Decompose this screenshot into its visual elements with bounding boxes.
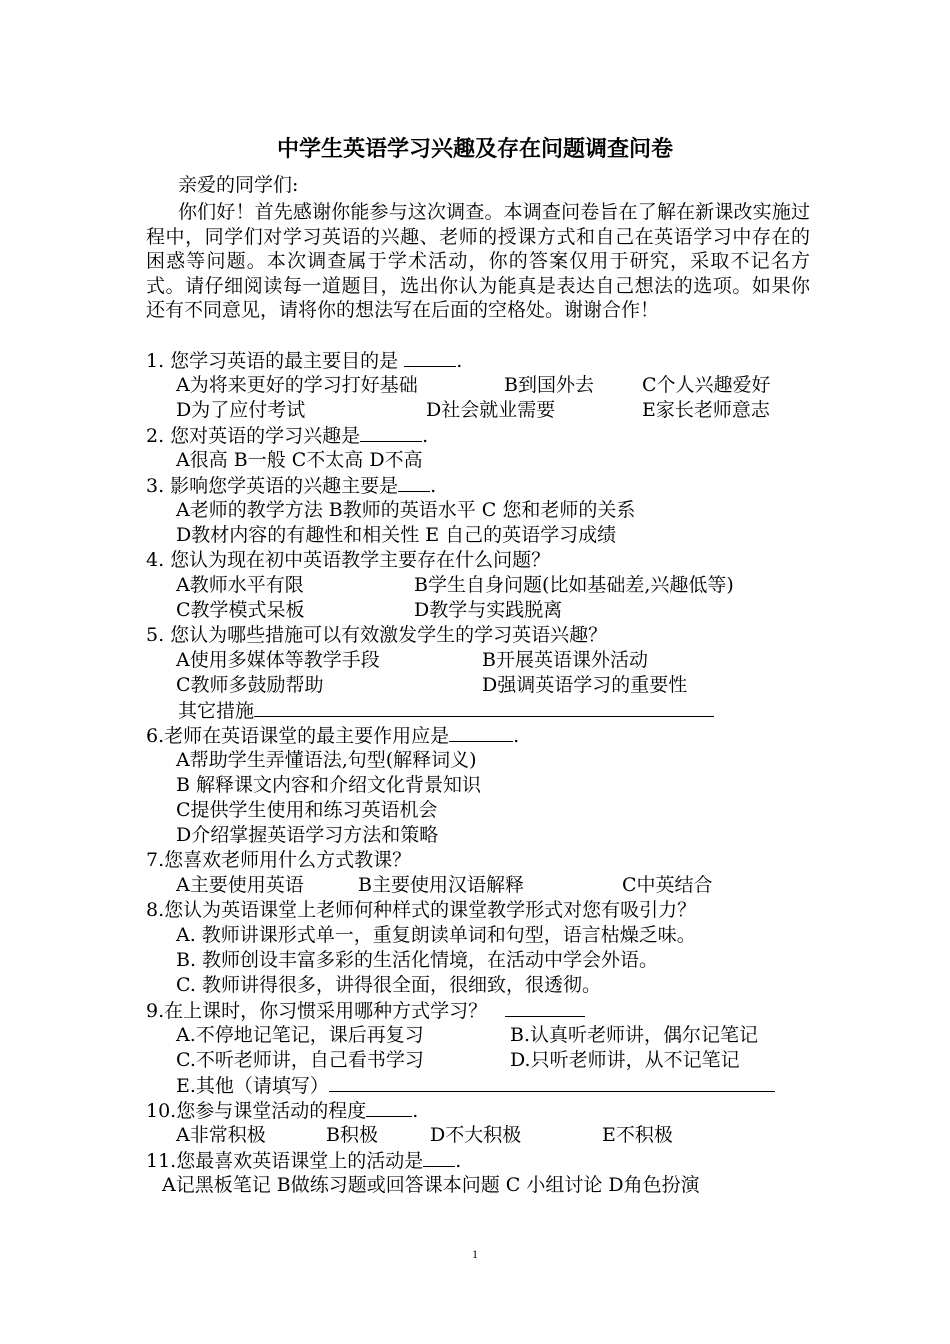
q8-option-a: A. 教师讲课形式单一，重复朗读单词和句型，语言枯燥乏味。	[176, 924, 696, 946]
question-3-text: 3. 影响您学英语的兴趣主要是	[146, 475, 399, 497]
q5-option-d: D强调英语学习的重要性	[482, 674, 688, 696]
q4-option-b: B学生自身问题(比如基础差,兴趣低等)	[414, 574, 734, 596]
question-2-text: 2. 您对英语的学习兴趣是	[146, 425, 361, 447]
intro-paragraph: 你们好！首先感谢你能参与这次调查。本调查问卷旨在了解在新课改实施过程中，同学们对学习英语的兴趣、老师的授课方式和自己在英语学习中存在的困惑等问题。本次调查属于学术活动，你的答案仅用于研究，采取不记名方式。请仔细阅读每一道题目，选出你认为能真是表达自己想法的选项。如果你还有不同意见，请将你的想法写在后面的空格处。谢谢合作！	[146, 201, 810, 322]
question-9-text: 9.在上课时，你习惯采用哪种方式学习？	[146, 1000, 488, 1022]
answer-blank[interactable]	[398, 473, 430, 492]
q3-options-row1: A老师的教学方法 B教师的英语水平 C 您和老师的关系	[176, 499, 636, 521]
question-3: 3. 影响您学英语的兴趣主要是 .	[146, 475, 437, 497]
question-6-text: 6.老师在英语课堂的最主要作用应是	[146, 725, 450, 747]
q10-option-b: B积极	[326, 1124, 378, 1146]
answer-blank[interactable]	[449, 723, 513, 742]
question-6: 6.老师在英语课堂的最主要作用应是 .	[146, 725, 520, 747]
q6-option-b: B 解释课文内容和介绍文化背景知识	[176, 774, 482, 796]
q1-option-c: C个人兴趣爱好	[642, 374, 771, 396]
answer-blank[interactable]	[505, 998, 585, 1017]
q1-option-b: B到国外去	[504, 374, 594, 396]
q11-options: A记黑板笔记 B做练习题或回答课本问题 C 小组讨论 D角色扮演	[162, 1174, 700, 1196]
question-10: 10.您参与课堂活动的程度 .	[146, 1100, 419, 1122]
question-5: 5. 您认为哪些措施可以有效激发学生的学习英语兴趣？	[146, 624, 608, 646]
q9-option-b: B.认真听老师讲，偶尔记笔记	[510, 1024, 759, 1046]
q5-other	[178, 698, 714, 724]
question-2: 2. 您对英语的学习兴趣是 .	[146, 425, 429, 447]
q6-option-d: D介绍掌握英语学习方法和策略	[176, 824, 439, 846]
q8-option-b: B. 教师创设丰富多彩的生活化情境，在活动中学会外语。	[176, 949, 659, 971]
q5-option-b: B开展英语课外活动	[482, 649, 648, 671]
q7-option-b: B主要使用汉语解释	[358, 874, 524, 896]
question-7: 7.您喜欢老师用什么方式教课？	[146, 849, 412, 871]
q9-option-c: C.不听老师讲，自己看书学习	[176, 1049, 424, 1071]
answer-blank[interactable]	[360, 423, 422, 442]
q1-option-e: E家长老师意志	[642, 399, 770, 421]
q8-option-c: C. 教师讲得很多，讲得很全面，很细致，很透彻。	[176, 974, 601, 996]
q9-other-label: E.其他（请填写）	[176, 1075, 329, 1097]
q10-option-e: E不积极	[602, 1124, 673, 1146]
q4-option-d: D教学与实践脱离	[414, 599, 563, 621]
other-method-blank[interactable]	[329, 1073, 775, 1092]
page-number: 1	[472, 1247, 478, 1261]
q9-option-d: D.只听老师讲，从不记笔记	[510, 1049, 740, 1071]
question-11-text: 11.您最喜欢英语课堂上的活动是	[146, 1150, 424, 1172]
greeting: 亲爱的同学们:	[178, 174, 299, 196]
q1-option-d: D为了应付考试	[176, 399, 306, 421]
question-9	[146, 998, 585, 1024]
answer-blank[interactable]	[423, 1148, 455, 1167]
question-1: 1. 您学习英语的最主要目的是 .	[146, 350, 463, 372]
question-10-text: 10.您参与课堂活动的程度	[146, 1100, 367, 1122]
q4-option-c: C教学模式呆板	[176, 599, 305, 621]
question-8: 8.您认为英语课堂上老师何种样式的课堂教学形式对您有吸引力？	[146, 899, 697, 921]
q10-option-a: A非常积极	[176, 1124, 266, 1146]
q6-option-a: A帮助学生弄懂语法,句型(解释词义)	[176, 749, 477, 771]
q1-option-d2: D社会就业需要	[426, 399, 556, 421]
q9-option-a: A.不停地记笔记，课后再复习	[176, 1024, 424, 1046]
other-measures-blank[interactable]	[254, 698, 714, 717]
q7-option-a: A主要使用英语	[176, 874, 304, 896]
question-11: 11.您最喜欢英语课堂上的活动是 .	[146, 1150, 462, 1172]
q1-option-a: A为将来更好的学习打好基础	[176, 374, 418, 396]
q5-option-c: C教师多鼓励帮助	[176, 674, 324, 696]
q10-option-d: D不大积极	[430, 1124, 522, 1146]
q3-options-row2: D教材内容的有趣性和相关性 E 自己的英语学习成绩	[176, 524, 617, 546]
q9-other	[176, 1073, 775, 1099]
question-1-text: 1. 您学习英语的最主要目的是	[146, 350, 399, 372]
question-4: 4. 您认为现在初中英语教学主要存在什么问题？	[146, 549, 551, 571]
q2-options: A很高 B一般 C不太高 D不高	[176, 449, 423, 471]
answer-blank[interactable]	[404, 348, 456, 367]
q5-other-label: 其它措施	[178, 700, 255, 722]
q6-option-c: C提供学生使用和练习英语机会	[176, 799, 438, 821]
page-title: 中学生英语学习兴趣及存在问题调查问卷	[276, 137, 673, 162]
q7-option-c: C中英结合	[622, 874, 713, 896]
q5-option-a: A使用多媒体等教学手段	[176, 649, 380, 671]
q4-option-a: A教师水平有限	[176, 574, 304, 596]
answer-blank[interactable]	[366, 1098, 412, 1117]
